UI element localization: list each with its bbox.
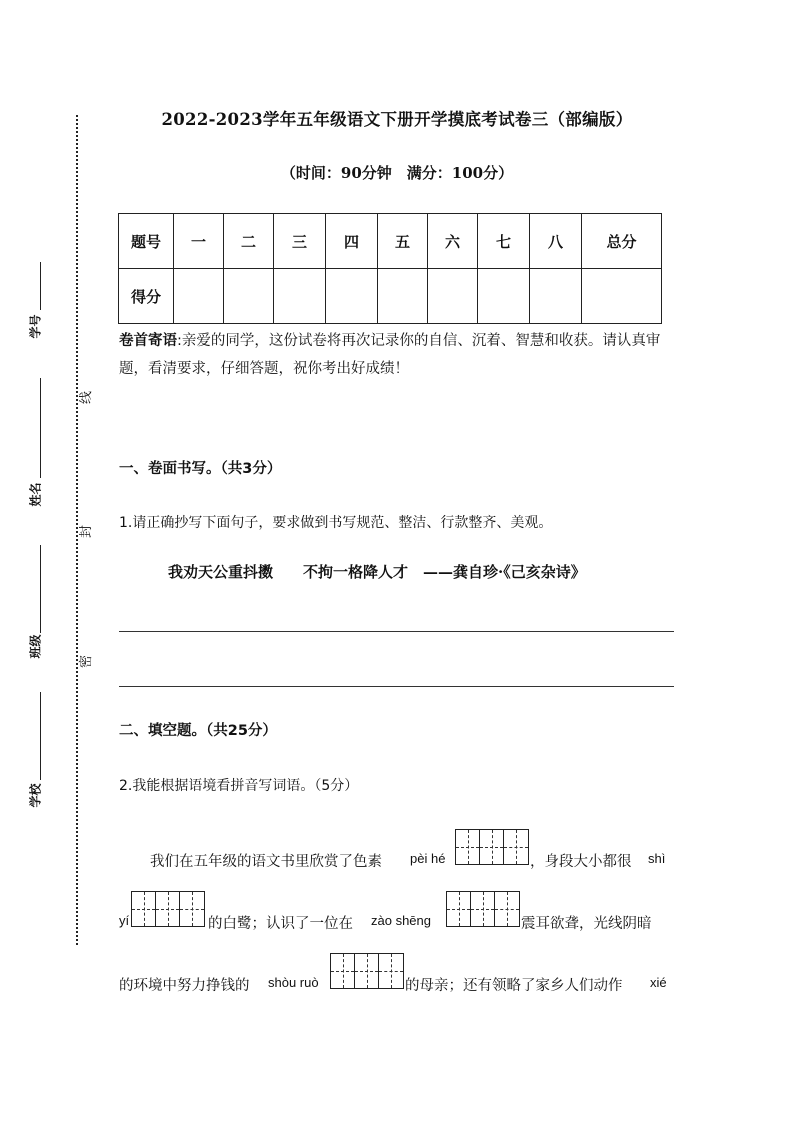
score-cell-total[interactable] <box>582 269 662 324</box>
class-label: 班级 <box>28 634 43 659</box>
poem-line: 我劝天公重抖擞 不拘一格降人才 ——龚自珍·《己亥杂诗》 <box>168 563 586 581</box>
student-id-label: 学号 <box>28 314 43 339</box>
school-field[interactable] <box>40 692 41 780</box>
name-label: 姓名 <box>28 482 43 507</box>
grid-cell[interactable] <box>447 892 471 926</box>
student-id-field[interactable] <box>40 262 41 310</box>
grid-cell[interactable] <box>504 830 528 864</box>
section2-heading: 二、填空题。（共25分） <box>119 723 277 739</box>
score-cell[interactable] <box>224 269 274 324</box>
column-header: 四 <box>326 214 378 269</box>
column-header: 二 <box>224 214 274 269</box>
row-header-score: 得分 <box>119 269 174 324</box>
score-cell[interactable] <box>326 269 378 324</box>
answer-grid-1[interactable] <box>455 829 529 865</box>
question-2: 2.我能根据语境看拼音写词语。（5分） <box>119 778 359 794</box>
score-cell[interactable] <box>530 269 582 324</box>
score-cell[interactable] <box>274 269 326 324</box>
grid-cell[interactable] <box>331 954 355 988</box>
score-cell[interactable] <box>174 269 224 324</box>
column-header: 七 <box>478 214 530 269</box>
grid-cell[interactable] <box>180 892 204 926</box>
school-label: 学校 <box>28 783 43 808</box>
grid-cell[interactable] <box>156 892 180 926</box>
answer-grid-2[interactable] <box>131 891 205 927</box>
score-cell[interactable] <box>478 269 530 324</box>
grid-cell[interactable] <box>480 830 504 864</box>
answer-grid-4[interactable] <box>330 953 404 989</box>
intro-text: :亲爱的同学，这份试卷将再次记录你的自信、沉着、智慧和收获。请认真审题，看清要求，仔细答题，祝你考出好成绩！ <box>119 333 661 377</box>
intro-paragraph <box>119 327 679 383</box>
column-header: 三 <box>274 214 326 269</box>
q2-text-1b: ，身段大小都很 <box>530 854 632 870</box>
grid-cell[interactable] <box>355 954 379 988</box>
grid-cell[interactable] <box>456 830 480 864</box>
exam-subtitle: （时间：90分钟 满分：100分） <box>280 164 514 182</box>
grid-cell[interactable] <box>379 954 403 988</box>
answer-grid-3[interactable] <box>446 891 520 927</box>
pinyin-2b: yí <box>119 913 130 928</box>
column-header: 五 <box>378 214 428 269</box>
seal-line-char: 线 <box>79 390 95 405</box>
section1-heading: 一、卷面书写。（共3分） <box>119 461 282 477</box>
score-cell[interactable] <box>428 269 478 324</box>
q2-text-3a: 的环境中努力挣钱的 <box>119 978 250 994</box>
q2-text-3b: 的母亲；还有领略了家乡人们动作 <box>405 978 623 994</box>
answer-line-2[interactable] <box>119 686 674 687</box>
answer-line-1[interactable] <box>119 631 674 632</box>
pinyin-3: zào shēng <box>371 913 431 928</box>
pinyin-1: pèi hé <box>410 851 446 866</box>
q2-text-2a: 的白鹭；认识了一位在 <box>208 916 353 932</box>
row-header-question-no: 题号 <box>119 214 174 269</box>
question-1: 1.请正确抄写下面句子，要求做到书写规范、整洁、行款整齐、美观。 <box>119 515 553 531</box>
column-header: 六 <box>428 214 478 269</box>
seal-seal-char: 封 <box>79 524 95 539</box>
q2-text-2b: 震耳欲聋，光线阴暗 <box>521 916 652 932</box>
exam-title: 2022-2023学年五年级语文下册开学摸底考试卷三（部编版） <box>161 110 633 129</box>
pinyin-4: shòu ruò <box>268 975 319 990</box>
column-header-total: 总分 <box>582 214 662 269</box>
seal-dense-char: 密 <box>79 654 95 669</box>
grid-cell[interactable] <box>471 892 495 926</box>
pinyin-2a: shì <box>648 851 666 866</box>
q2-text-1a: 我们在五年级的语文书里欣赏了色素 <box>150 854 382 870</box>
grid-cell[interactable] <box>132 892 156 926</box>
score-table-score-row <box>119 269 662 324</box>
class-field[interactable] <box>40 545 41 633</box>
pinyin-5: xié <box>650 975 667 990</box>
score-cell[interactable] <box>378 269 428 324</box>
grid-cell[interactable] <box>495 892 519 926</box>
score-table-header-row <box>119 214 662 269</box>
column-header: 八 <box>530 214 582 269</box>
name-field[interactable] <box>40 378 41 478</box>
score-table <box>118 213 662 324</box>
column-header: 一 <box>174 214 224 269</box>
intro-label: 卷首寄语 <box>119 333 177 349</box>
